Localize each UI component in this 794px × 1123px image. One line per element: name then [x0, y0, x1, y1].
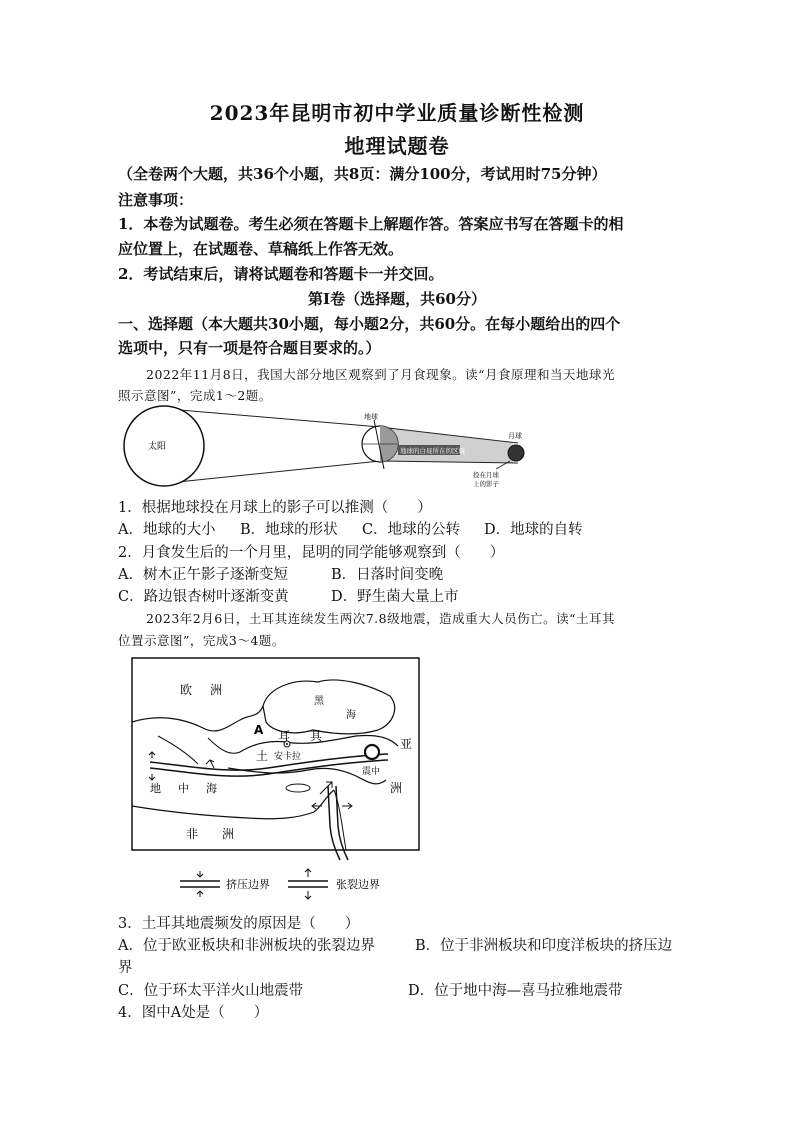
- q2-option-d: D．野生菌大量上市: [331, 589, 459, 605]
- label-med-2: 中: [178, 782, 189, 795]
- q1-stem: 1．根据地球投在月球上的影子可以推测（ ）: [118, 500, 432, 516]
- arrow-icon: [305, 891, 311, 899]
- q3-option-c: C．位于环太平洋火山地震带: [118, 983, 304, 999]
- notice-item-2: 2．考试结束后，请将试题卷和答题卡一并交回。: [118, 265, 444, 283]
- point-a-label: A: [254, 723, 264, 737]
- label-ankara: 安卡拉: [274, 752, 302, 762]
- epicenter-marker: [365, 745, 379, 759]
- arrow-icon: [197, 891, 203, 897]
- passage1-line2: 照示意图”，完成1～2题。: [118, 388, 272, 403]
- label-africa-2: 洲: [222, 827, 235, 841]
- q3-option-b-line1: B．位于非洲板块和印度洋板块的挤压边: [415, 938, 673, 954]
- arrow-icon: [305, 869, 311, 877]
- q1-option-d: D．地球的自转: [484, 522, 583, 538]
- cone-upper-line: [168, 409, 380, 427]
- label-black-sea-2: 海: [346, 710, 356, 721]
- part1-title: 第Ⅰ卷（选择题，共60分）: [308, 290, 486, 308]
- label-turkey-3: 其: [310, 729, 323, 743]
- label-black-sea-1: 黑: [314, 696, 324, 707]
- label-turkey-1: 土: [256, 749, 269, 763]
- passage2-line2: 位置示意图”，完成3～4题。: [118, 633, 285, 648]
- turkey-location-map: [128, 656, 428, 901]
- moon-label: 月球: [508, 432, 522, 440]
- earth-label: 地球: [364, 413, 378, 421]
- legend-compression: [180, 871, 270, 897]
- legend-rift: [288, 869, 380, 899]
- exam-title: 2023年昆明市初中学业质量诊断性检测: [209, 101, 585, 125]
- notice-item-1b: 应位置上，在试题卷、草稿纸上作答无效。: [118, 240, 404, 258]
- q3-option-b-line2: 界: [118, 960, 133, 976]
- q1-option-a: A．地球的大小: [118, 522, 216, 538]
- moon-shadow-label-2: 上的影子: [473, 480, 499, 488]
- exam-info: （全卷两个大题，共36个小题，共8页：满分100分，考试用时75分钟）: [118, 165, 607, 183]
- legend-rift-label: 张裂边界: [336, 878, 380, 891]
- q1-option-b: B．地球的形状: [240, 522, 338, 538]
- label-europe-1: 欧: [180, 683, 193, 697]
- section-instructions-1: 一、选择题（本大题共30小题，每小题2分，共60分。在每小题给出的四个: [118, 315, 621, 333]
- arrow-icon: [197, 871, 203, 877]
- moon-shadow-label-1: 投在月球: [473, 471, 499, 479]
- q2-option-c: C．路边银杏树叶逐渐变黄: [118, 589, 289, 605]
- q2-option-b: B．日落时间变晚: [331, 567, 444, 583]
- legend-compress-label: 挤压边界: [226, 878, 270, 891]
- passage1-line1: 2022年11月8日，我国大部分地区观察到了月食现象。读“月食原理和当天地球光: [146, 367, 616, 382]
- section-instructions-2: 选项中，只有一项是符合题目要求的。）: [118, 339, 381, 357]
- label-med-1: 地: [150, 782, 161, 795]
- label-epicenter: 震中: [362, 767, 381, 777]
- moon-circle: [508, 445, 524, 461]
- label-europe-2: 洲: [210, 683, 223, 697]
- label-turkey-2: 耳: [278, 729, 291, 743]
- notice-heading: 注意事项：: [118, 191, 194, 209]
- cyprus: [286, 784, 310, 792]
- label-asia-2: 洲: [390, 781, 403, 795]
- label-med-3: 海: [206, 782, 217, 795]
- q2-stem: 2．月食发生后的一个月里，昆明的同学能够观察到（ ）: [118, 545, 505, 561]
- q2-option-a: A．树木正午影子逐渐变短: [118, 567, 288, 583]
- notice-item-1a: 1．本卷为试题卷。考生必须在答题卡上解题作答。答案应书写在答题卡的相: [118, 215, 624, 233]
- label-asia-1: 亚: [400, 737, 413, 751]
- q3-option-d: D．位于地中海—喜马拉雅地震带: [408, 983, 623, 999]
- sun-label: 太阳: [148, 442, 167, 452]
- label-africa-1: 非: [186, 827, 199, 841]
- q3-stem: 3．土耳其地震频发的原因是（ ）: [118, 916, 360, 932]
- q1-option-c: C．地球的公转: [362, 522, 461, 538]
- q3-option-a: A．位于欧亚板块和非洲板块的张裂边界: [118, 938, 375, 954]
- q4-stem: 4．图中A处是（ ）: [118, 1005, 269, 1021]
- eclipse-figure: [118, 405, 538, 490]
- exam-subtitle: 地理试题卷: [344, 134, 450, 158]
- passage2-line1: 2023年2月6日，土耳其连续发生两次7.8级地震，造成重大人员伤亡。读“土耳其: [146, 611, 615, 626]
- daytime-band-label: 地球的白昼所在的区域: [400, 447, 465, 455]
